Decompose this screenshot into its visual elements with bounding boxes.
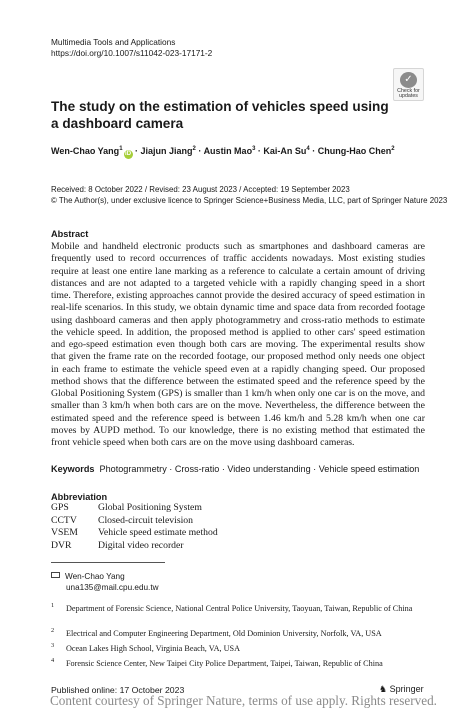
keywords-line: [51, 464, 419, 474]
corresponding-author: Wen-Chao Yang: [65, 572, 125, 581]
affiliation-text: Electrical and Computer Engineering Department, Old Dominion University, Norfolk, VA, USA: [66, 629, 382, 638]
publication-history: [51, 184, 447, 206]
author-3[interactable]: Austin Mao$^3$: [203, 146, 256, 156]
author-1[interactable]: Wen-Chao Yang$^1$iD: [51, 146, 132, 157]
paper-title: The study on the estimation of vehicles speed using a dashboard camera: [51, 99, 389, 131]
horse-icon: ♞: [379, 684, 388, 694]
author-4[interactable]: Kai-An Su$^4$: [263, 146, 310, 156]
published-online: Published online: 17 October 2023: [51, 685, 185, 695]
affiliation-number: 2: [51, 627, 55, 634]
orcid-icon[interactable]: iD: [125, 151, 132, 157]
check-for-updates-badge[interactable]: [393, 68, 424, 101]
doi-link[interactable]: https://doi.org/10.1007/s11042-023-17171-2: [51, 48, 213, 58]
envelope-icon: [51, 572, 60, 578]
author-list: Wen-Chao Yang$^1$iD · Jiajun Jiang$^2$ · Austin Mao$^3$ · Kai-An $Su^4$ · Chung-Hao Chen$^2$: [51, 146, 395, 157]
abbreviation-row: GPS Global Positioning System: [51, 502, 202, 513]
journal-name: Multimedia Tools and Applications: [51, 37, 176, 47]
journal-header: [51, 37, 212, 59]
publisher-name: Springer: [389, 684, 424, 694]
footnote-divider: [51, 562, 165, 563]
affiliation-number: 4: [51, 657, 55, 664]
abstract-text: Mobile and handheld electronic products such as smartphones and dashboard cameras are frequently used to record occurrences of traffic accidents nowadays. Most existing studies require at least one entire lane marking as a reference to calculate a certain amount of driving distances and are not adapted to a targeted vehicle with a rapidly changing speed in a short time. Therefore, existing approaches cannot provide the desired accuracy of speed estimation in real-life scenarios. In this study, we obtain dynamic time and space data from recorded footage using dashboard cameras and then apply photogrammetry and cross-ratio methods to estimate the vehicle speed. In addition, the proposed method is applied to other cars' speed estimation and ego-speed estimation even though both cars are moving. The experimental results show that given the frame rate on the recorded footage, our proposed method only needs one object in each frame to estimate the vehicle speed even at a rapidly changing speed. Our proposed method shows that the difference between the estimated speed and the reference speed by the Global Positioning System (GPS) is smaller than 1 km/h when only one car is on the move, and smaller than 3 km/h when both cars are on the move. Nevertheless, the difference between the estimated speed and the reference speed is between 1.46 km/h and 5.28 km/h when one car moves by AUPD method. To our knowledge, there is no existing method that estimated the front vehicle speed when both cars are on the move using dashboard cameras.: [51, 241, 425, 448]
affiliation-text: Forensic Science Center, New Taipei City Police Department, Taipei, Taiwan, Republic of China: [66, 659, 383, 668]
affiliation-text: Department of Forensic Science, National Central Police University, Taoyuan, Taiwan, Republic of China: [66, 604, 413, 613]
keywords-list: Photogrammetry · Cross-ratio · Video understanding · Vehicle speed estimation: [99, 464, 420, 474]
abbreviation-row: CCTV Closed-circuit television: [51, 514, 193, 526]
bookmark-icon: ✓: [400, 72, 417, 88]
correspondence: [51, 571, 159, 593]
badge-label: Check for updates: [397, 87, 420, 100]
author-5[interactable]: Chung-Hao Chen$^2$: [317, 146, 395, 156]
affiliation-number: 3: [51, 642, 55, 649]
abbreviation-row: DVR Digital video recorder: [51, 539, 184, 551]
keywords-label: Keywords: [51, 464, 95, 474]
affiliation-text: Ocean Lakes High School, Virginia Beach, VA, USA: [66, 644, 240, 653]
date-history: Received: 8 October 2022 / Revised: 23 August 2023 / Accepted: 19 September 2023: [51, 185, 350, 194]
footer-notice: Content courtesy of Springer Nature, terms of use apply. Rights reserved.: [50, 693, 437, 708]
corresponding-email[interactable]: una135@mail.cpu.edu.tw: [66, 583, 159, 592]
abbreviation-row: VSEM Vehicle speed estimate method: [51, 527, 218, 538]
affiliation-number: 1: [51, 602, 55, 609]
abstract-heading: Abstract: [51, 229, 89, 239]
author-2[interactable]: Jiajun Jiang$^2$: [140, 146, 196, 156]
abbreviation-heading: Abbreviation: [51, 492, 108, 502]
copyright-notice: © The Author(s), under exclusive licence to Springer Science+Business Media, LLC, part of Springer Nature 2023: [51, 196, 448, 205]
